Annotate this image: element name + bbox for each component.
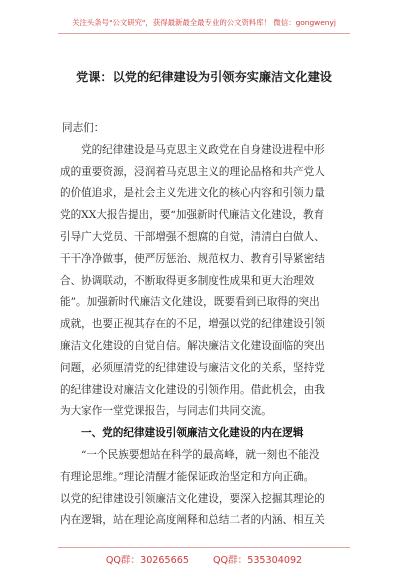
document-title: 党课：以党的纪律建设为引领夯实廉洁文化建设: [76, 70, 332, 84]
paragraph-line: 的纪律建设对廉洁文化建设的引领作用。借此机会，由我: [60, 383, 325, 396]
paragraph-line: 问题，必须厘清党的纪律建设与廉洁文化的关系，坚持党: [60, 361, 325, 374]
paragraph-line: 以党的纪律建设引领廉洁文化建设，要深入挖掘其理论的: [60, 492, 325, 505]
document-body: [60, 118, 354, 532]
salutation: 同志们：: [62, 122, 105, 134]
paragraph-line: 合、协调联动，不断取得更多制度性成果和更大治理效: [60, 274, 315, 287]
header-note: 关注头条号"公文研究"，获得最新最全最专业的公文资料库！ 微信：gongwenyj: [72, 18, 336, 27]
footer-contact: [0, 552, 408, 566]
paragraph-line: 能”。加强新时代廉洁文化建设，既要看到已取得的突出: [60, 296, 320, 309]
qq-group-2: QQ群：535304092: [212, 555, 303, 566]
paragraph-line: 党的XX大报告提出，要“加强新时代廉洁文化建设，教育: [60, 209, 325, 222]
paragraph-line: 的价值追求，是社会主义先进文化的核心内容和引领力量: [60, 187, 325, 200]
paragraph-line: 有理论思维。”理论清醒才能保证政治坚定和方向正确。: [60, 470, 315, 483]
paragraph-line: 引导广大党员、干部增强不想腐的自觉，清清白白做人、: [60, 230, 325, 243]
paragraph-line: “一个民族要想站在科学的最高峰，就一刻也不能没: [81, 448, 320, 461]
paragraph-line: 成的重要资源，浸润着马克思主义的理论品格和共产党人: [60, 165, 325, 178]
section-heading: 一、党的纪律建设引领廉洁文化建设的内在逻辑: [81, 427, 304, 440]
paragraph-line: 干干净净做事，使严厉惩治、规范权力、教育引导紧密结: [60, 252, 325, 265]
paragraph-line: 党的纪律建设是马克思主义政党在自身建设进程中形: [81, 143, 325, 156]
header-divider: [58, 33, 350, 34]
paragraph-line: 为大家作一堂党课报告，与同志们共同交流。: [60, 405, 272, 418]
paragraph-line: 廉洁文化建设的自觉自信。解决廉洁文化建设面临的突出: [60, 339, 325, 352]
footer-divider: [58, 547, 350, 548]
qq-group-1: QQ群：30265665: [105, 555, 189, 566]
paragraph-line: 内在逻辑，站在理论高度阐释和总结二者的内涵、相互关: [60, 514, 325, 527]
paragraph-line: 成就，也要正视其存在的不足，增强以党的纪律建设引领: [60, 318, 325, 331]
